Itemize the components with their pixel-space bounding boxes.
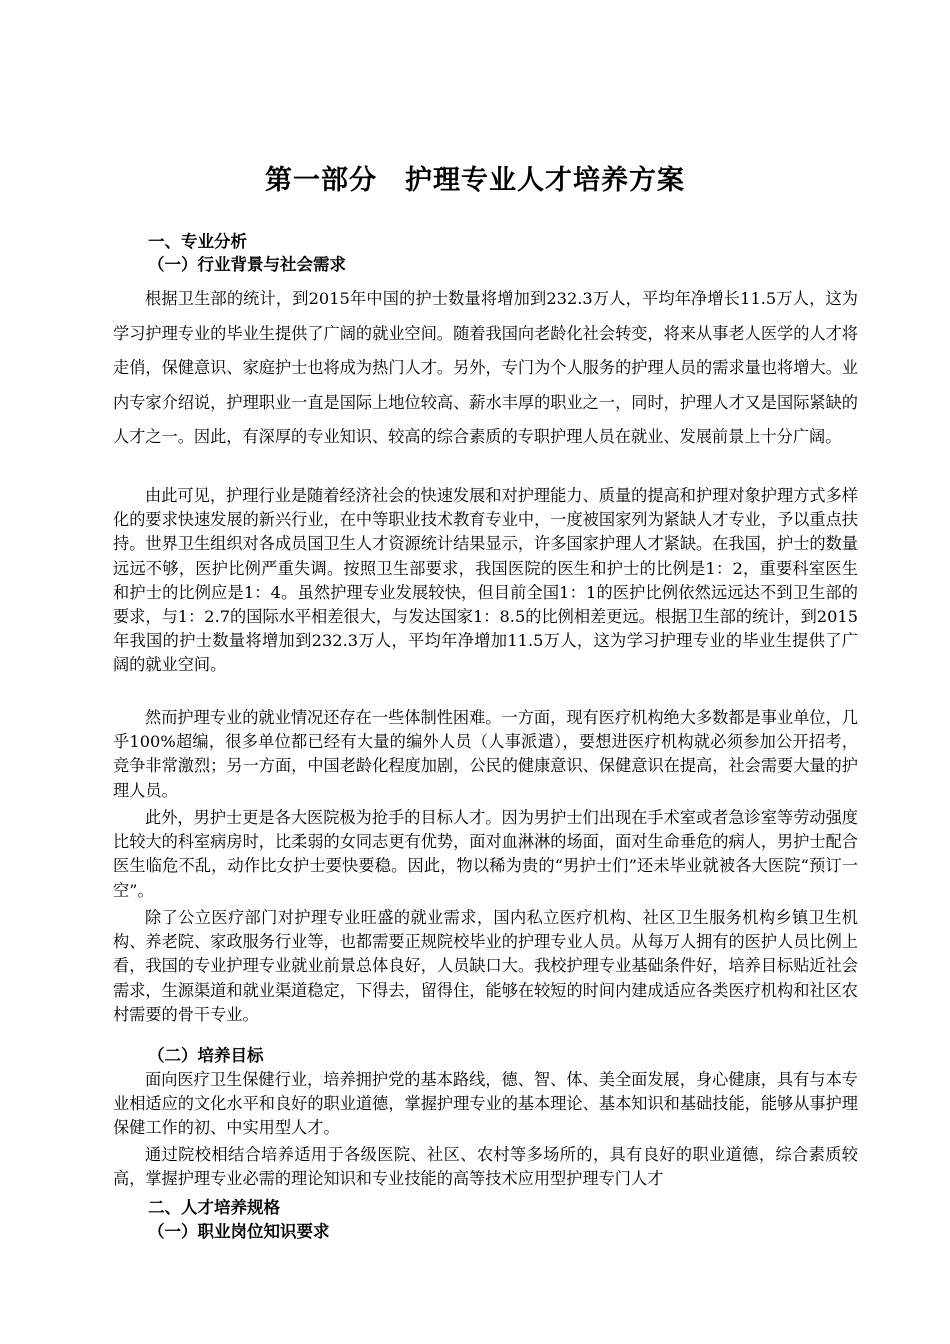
paragraph-training-approach: 通过院校相结合培养适用于各级医院、社区、农村等多场所的，具有良好的职业道德，综合素质较高，掌握护理专业必需的理论知识和专业技能的高等技术应用型护理专门人才: [113, 1145, 858, 1189]
subsection-heading-2: （二）培养目标: [148, 1046, 264, 1065]
paragraph-nursing-industry: 由此可见，护理行业是随着经济社会的快速发展和对护理能力、质量的提高和护理对象护理方式多样化的要求快速发展的新兴行业，在中等职业技术教育专业中，一度被国家列为紧缺人才专业，予以重点扶持。世界卫生组织对各成员国卫生人才资源统计结果显示，许多国家护理人才紧缺。在我国，护士的数量远远不够，医护比例严重失调。按照卫生部要求，我国医院的医生和护士的比例是1：2，重要科室医生和护士的比例应是1：4。虽然护理专业发展较快，但目前全国1：1的医护比例依然远远达不到卫生部的要求，与1：2.7的国际水平相差很大，与发达国家1：8.5的比例相差更远。根据卫生部的统计，到2015年我国的护士数量将增加到232.3万人，平均年净增加11.5万人，这为学习护理专业的毕业生提供了广阔的就业空间。: [113, 486, 858, 675]
paragraph-demand-prospects: 除了公立医疗部门对护理专业旺盛的就业需求，国内私立医疗机构、社区卫生服务机构乡镇卫生机构、养老院、家政服务行业等，也都需要正规院校毕业的护理专业人员。从每万人拥有的医护人员比例上看，我国的专业护理专业就业前景总体良好，人员缺口大。我校护理专业基础条件好，培养目标贴近社会需求，生源渠道和就业渠道稳定，下得去，留得住，能够在较短的时间内建成适应各类医疗机构和社区农村需要的骨干专业。: [113, 908, 858, 1024]
paragraph-training-goal: 面向医疗卫生保健行业，培养拥护党的基本路线，德、智、体、美全面发展，身心健康，具有与本专业相适应的文化水平和良好的职业道德，掌握护理专业的基本理论、基本知识和基础技能，能够从事护理保健工作的初、中实用型人才。: [113, 1070, 858, 1138]
section-heading-2: 二、人才培养规格: [148, 1198, 280, 1217]
subsection-heading-1: （一）行业背景与社会需求: [148, 255, 346, 274]
paragraph-male-nurses: 此外，男护士更是各大医院极为抢手的目标人才。因为男护士们出现在手术室或者急诊室等劳动强度比较大的科室病房时，比柔弱的女同志更有优势，面对血淋淋的场面，面对生命垂危的病人，男护士配合医生临危不乱，动作比女护士要快要稳。因此，物以稀为贵的“男护士们”还未毕业就被各大医院“预订一空”。: [113, 808, 858, 900]
paragraph-employment-difficulty: 然而护理专业的就业情况还存在一些体制性困难。一方面，现有医疗机构绝大多数都是事业单位，几乎100%超编，很多单位都已经有大量的编外人员（人事派遣），要想进医疗机构就必须参加公开招考，竞争非常激烈；另一方面，中国老龄化程度加剧，公民的健康意识、保健意识在提高，社会需要大量的护理人员。: [113, 708, 858, 800]
subsection-heading-3: （一）职业岗位知识要求: [148, 1222, 330, 1241]
paragraph-industry-background: 根据卫生部的统计，到2015年中国的护士数量将增加到232.3万人，平均年净增长11.5万人，这为学习护理专业的毕业生提供了广阔的就业空间。随着我国向老龄化社会转变，将来从事老人医学的人才将走俏，保健意识、家庭护士也将成为热门人才。另外，专门为个人服务的护理人员的需求量也将增大。业内专家介绍说，护理职业一直是国际上地位较高、薪水丰厚的职业之一，同时，护理人才又是国际紧缺的人才之一。因此，有深厚的专业知识、较高的综合素质的专职护理人员在就业、发展前景上十分广阔。: [113, 289, 858, 446]
document-title: 第一部分 护理专业人才培养方案: [265, 165, 685, 196]
section-heading-1: 一、专业分析: [148, 232, 247, 251]
